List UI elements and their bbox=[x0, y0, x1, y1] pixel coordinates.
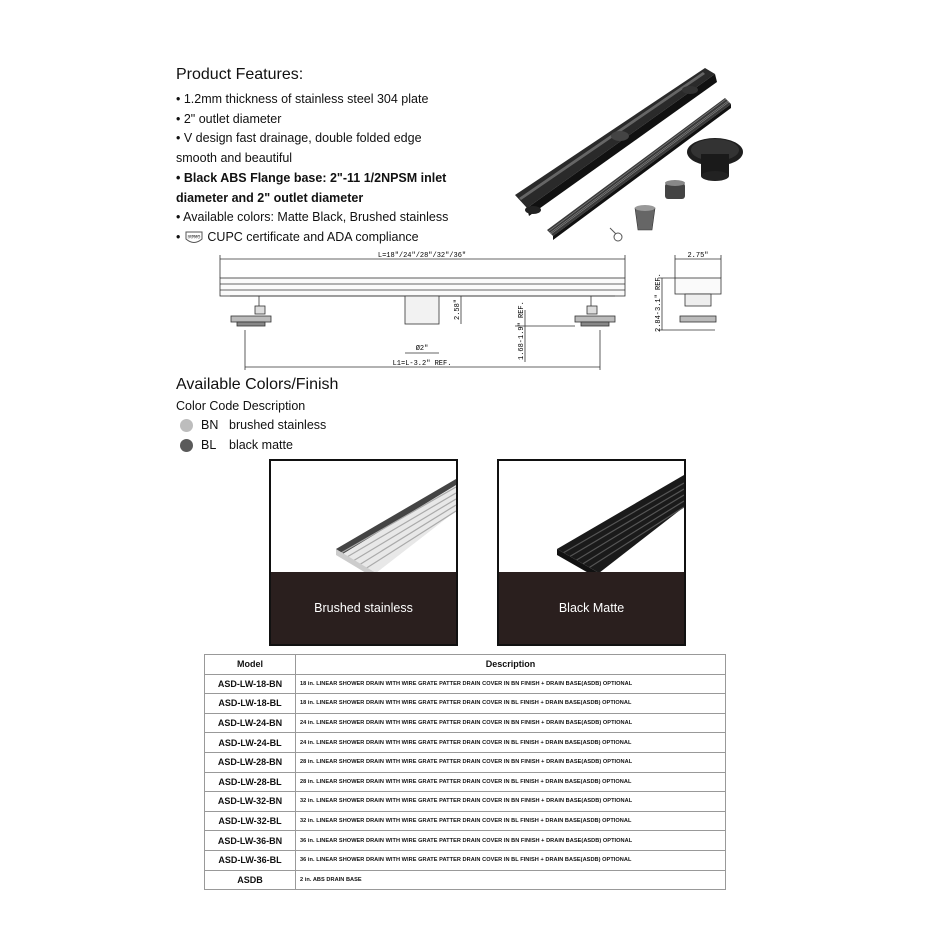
model-cell: ASD-LW-36-BN bbox=[205, 831, 296, 851]
width-dimension-label: 2.75" bbox=[687, 252, 709, 260]
features-list bbox=[176, 90, 496, 248]
feature-item: • V design fast drainage, double folded edge bbox=[176, 131, 422, 146]
model-cell: ASD-LW-32-BL bbox=[205, 811, 296, 831]
total-height-label: 2.84-3.1" REF. bbox=[655, 273, 663, 332]
description-cell: 28 in. LINEAR SHOWER DRAIN WITH WIRE GRATE PATTER DRAIN COVER IN BL FINISH + DRAIN BASE(ASDB) OPTIONAL bbox=[296, 772, 726, 792]
model-header: Model bbox=[205, 655, 296, 675]
table-row bbox=[205, 850, 726, 870]
model-cell: ASD-LW-18-BN bbox=[205, 674, 296, 694]
color-code: BL bbox=[201, 438, 217, 452]
color-code-subtitle: Color Code Description bbox=[176, 399, 306, 413]
feature-item: • 2" outlet diameter bbox=[176, 111, 282, 126]
table-row bbox=[205, 713, 726, 733]
color-code: BN bbox=[201, 418, 219, 432]
black-swatch-dot bbox=[180, 439, 193, 452]
model-cell: ASDB bbox=[205, 870, 296, 890]
table-row bbox=[205, 674, 726, 694]
table-row bbox=[205, 870, 726, 890]
table-row bbox=[205, 772, 726, 792]
feature-item: smooth and beautiful bbox=[176, 151, 293, 166]
model-cell: ASD-LW-28-BN bbox=[205, 752, 296, 772]
feature-item: • Available colors: Matte Black, Brushed stainless bbox=[176, 210, 449, 225]
model-cell: ASD-LW-24-BL bbox=[205, 733, 296, 753]
outlet-diameter-label: Ø2" bbox=[415, 345, 429, 353]
colors-title: Available Colors/Finish bbox=[176, 376, 339, 393]
depth-dimension-label: 2.58" bbox=[454, 298, 462, 320]
feature-item: • Black ABS Flange base: 2"-11 1/2NPSM inlet bbox=[176, 170, 447, 185]
color-name: black matte bbox=[229, 438, 293, 452]
svg-text:IAPMO: IAPMO bbox=[187, 234, 201, 240]
table-row bbox=[205, 694, 726, 714]
model-cell: ASD-LW-24-BN bbox=[205, 713, 296, 733]
features-title: Product Features: bbox=[176, 66, 304, 83]
table-row bbox=[205, 811, 726, 831]
description-cell: 32 in. LINEAR SHOWER DRAIN WITH WIRE GRATE PATTER DRAIN COVER IN BL FINISH + DRAIN BASE(ASDB) OPTIONAL bbox=[296, 811, 726, 831]
description-cell: 32 in. LINEAR SHOWER DRAIN WITH WIRE GRATE PATTER DRAIN COVER IN BN FINISH + DRAIN BASE(ASDB) OPTIONAL bbox=[296, 792, 726, 812]
description-cell: 24 in. LINEAR SHOWER DRAIN WITH WIRE GRATE PATTER DRAIN COVER IN BL FINISH + DRAIN BASE(ASDB) OPTIONAL bbox=[296, 733, 726, 753]
model-cell: ASD-LW-32-BN bbox=[205, 792, 296, 812]
swatch-label: Black Matte bbox=[499, 572, 684, 644]
brushed-swatch-dot bbox=[180, 419, 193, 432]
color-name: brushed stainless bbox=[229, 418, 327, 432]
cupc-logo-icon bbox=[183, 230, 205, 246]
black-grate-image bbox=[499, 461, 684, 576]
model-cell: ASD-LW-36-BL bbox=[205, 850, 296, 870]
description-cell: 28 in. LINEAR SHOWER DRAIN WITH WIRE GRATE PATTER DRAIN COVER IN BN FINISH + DRAIN BASE(ASDB) OPTIONAL bbox=[296, 752, 726, 772]
feature-item-cert bbox=[176, 228, 496, 248]
product-photo bbox=[505, 60, 745, 250]
model-table bbox=[204, 654, 726, 890]
table-row bbox=[205, 752, 726, 772]
description-cell: 36 in. LINEAR SHOWER DRAIN WITH WIRE GRATE PATTER DRAIN COVER IN BN FINISH + DRAIN BASE(ASDB) OPTIONAL bbox=[296, 831, 726, 851]
table-row bbox=[205, 733, 726, 753]
brushed-stainless-card bbox=[269, 459, 458, 646]
model-cell: ASD-LW-18-BL bbox=[205, 694, 296, 714]
swatch-label: Brushed stainless bbox=[271, 572, 456, 644]
color-option-bn bbox=[180, 418, 326, 432]
height-ref-label: 1.68-1.9" REF. bbox=[518, 301, 526, 360]
description-header: Description bbox=[296, 655, 726, 675]
length-dimension-label: L=18"/24"/28"/32"/36" bbox=[377, 252, 467, 260]
table-row bbox=[205, 831, 726, 851]
feature-item: diameter and 2" outlet diameter bbox=[176, 190, 364, 205]
description-cell: 36 in. LINEAR SHOWER DRAIN WITH WIRE GRATE PATTER DRAIN COVER IN BL FINISH + DRAIN BASE(ASDB) OPTIONAL bbox=[296, 850, 726, 870]
description-cell: 18 in. LINEAR SHOWER DRAIN WITH WIRE GRATE PATTER DRAIN COVER IN BL FINISH + DRAIN BASE(ASDB) OPTIONAL bbox=[296, 694, 726, 714]
cert-text: CUPC certificate and ADA compliance bbox=[207, 229, 419, 244]
description-cell: 18 in. LINEAR SHOWER DRAIN WITH WIRE GRATE PATTER DRAIN COVER IN BN FINISH + DRAIN BASE(ASDB) OPTIONAL bbox=[296, 674, 726, 694]
technical-drawing bbox=[215, 250, 735, 375]
model-cell: ASD-LW-28-BL bbox=[205, 772, 296, 792]
bullet: • bbox=[176, 229, 181, 244]
color-option-bl bbox=[180, 438, 293, 452]
description-cell: 24 in. LINEAR SHOWER DRAIN WITH WIRE GRATE PATTER DRAIN COVER IN BN FINISH + DRAIN BASE(ASDB) OPTIONAL bbox=[296, 713, 726, 733]
l1-dimension-label: L1=L-3.2" REF. bbox=[392, 360, 452, 368]
table-header-row bbox=[205, 655, 726, 675]
feature-item: • 1.2mm thickness of stainless steel 304 plate bbox=[176, 92, 429, 106]
black-matte-card bbox=[497, 459, 686, 646]
table-row bbox=[205, 792, 726, 812]
brushed-grate-image bbox=[271, 461, 456, 576]
description-cell: 2 in. ABS DRAIN BASE bbox=[296, 870, 726, 890]
